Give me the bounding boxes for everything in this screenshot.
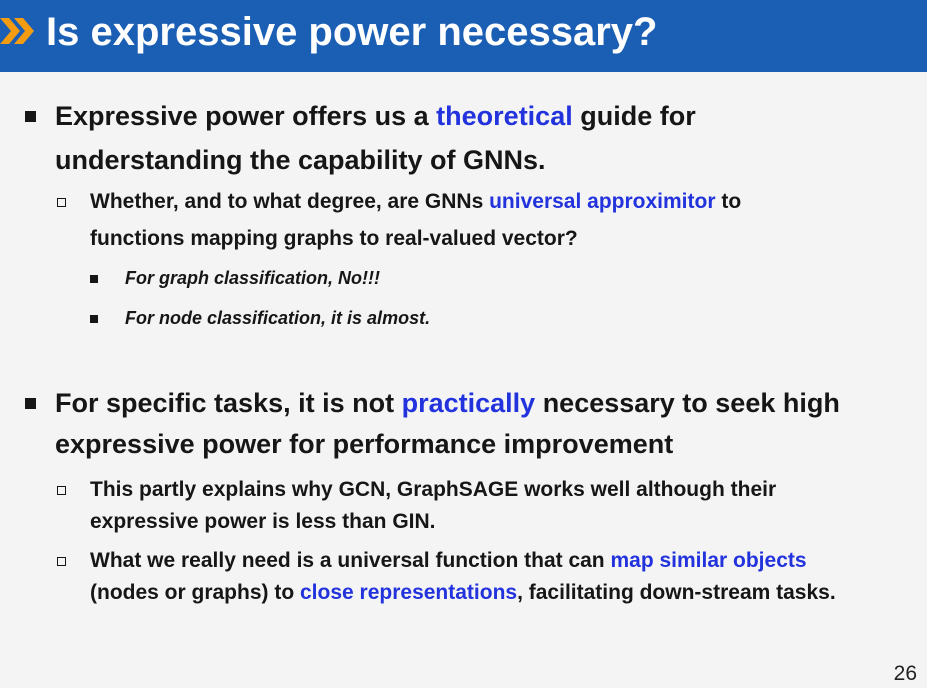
- bullet-hollow-square-icon: [57, 486, 66, 495]
- bullet-square-icon: [25, 398, 36, 409]
- point-2-sub-1-line-1: This partly explains why GCN, GraphSAGE works well although their: [90, 478, 777, 501]
- point-2-sub-1-line-2: expressive power is less than GIN.: [90, 510, 436, 533]
- page-number: 26: [893, 662, 917, 685]
- point-1-sub-1-item-2: For node classification, it is almost.: [125, 308, 431, 328]
- bullet-square-icon: [90, 275, 98, 283]
- point-1-line-1: Expressive power offers us a theoretical guide for: [55, 101, 696, 131]
- point-2-line-2: expressive power for performance improvement: [55, 429, 674, 459]
- point-1-sub-1-line-2: functions mapping graphs to real-valued vector?: [90, 227, 578, 250]
- point-1-line-2: understanding the capability of GNNs.: [55, 145, 546, 175]
- point-2-sub-2-line-2: (nodes or graphs) to close representations, facilitating down-stream tasks.: [90, 581, 836, 604]
- point-2-sub-2-line-1: What we really need is a universal function that can map similar objects: [90, 549, 807, 572]
- bullet-hollow-square-icon: [57, 198, 66, 207]
- title-bar: [0, 0, 927, 72]
- point-2-line-1: For specific tasks, it is not practically necessary to seek high: [55, 388, 840, 418]
- slide-title: Is expressive power necessary?: [46, 10, 658, 54]
- bullet-square-icon: [90, 315, 98, 323]
- point-1-sub-1-item-1: For graph classification, No!!!: [125, 268, 381, 288]
- double-chevron-icon: [0, 18, 36, 44]
- bullet-hollow-square-icon: [57, 557, 66, 566]
- bullet-square-icon: [25, 111, 36, 122]
- point-1-sub-1-line-1: Whether, and to what degree, are GNNs universal approximitor to: [90, 190, 742, 213]
